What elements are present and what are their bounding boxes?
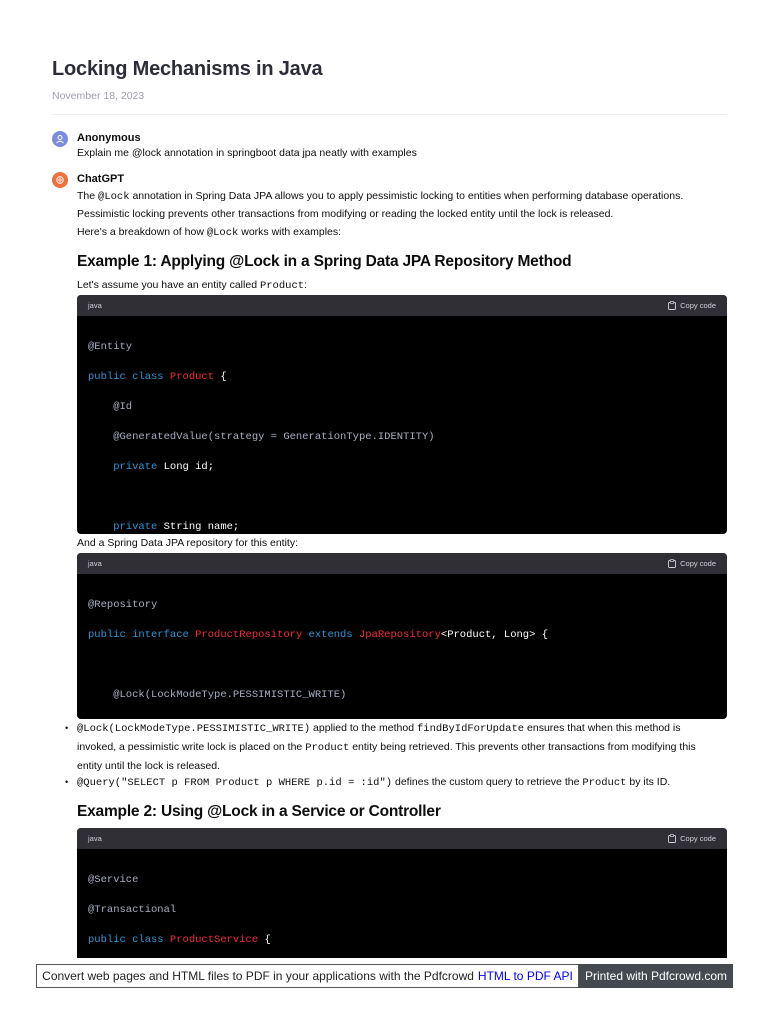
code-line: public class Product {: [88, 371, 227, 383]
page-date: November 18, 2023: [52, 90, 145, 102]
assistant-intro-line-3: Here's a breakdown of how @Lock works with examples:: [77, 226, 342, 239]
clipboard-icon: [668, 559, 676, 568]
example2-heading: Example 2: Using @Lock in a Service or Controller: [77, 803, 441, 820]
code-block-header: [77, 295, 727, 316]
user-avatar-icon: [52, 131, 68, 147]
example1-heading: Example 1: Applying @Lock in a Spring Data JPA Repository Method: [77, 253, 572, 270]
copy-code-button[interactable]: Copy code: [668, 301, 716, 310]
code-line: public interface ProductRepository extends JpaRepository<Product, Long> {: [88, 629, 549, 641]
pdfcrowd-footer: [36, 964, 733, 988]
code-line: private Long id;: [88, 461, 215, 473]
code-block-entity: [77, 295, 727, 534]
example1-text: Let's assume you have an entity called Product:: [77, 279, 307, 292]
html-to-pdf-api-link[interactable]: HTML to PDF API: [477, 969, 573, 983]
footer-banner: Convert web pages and HTML files to PDF in your applications with the Pdfcrowd HTML to PDF API: [36, 964, 579, 988]
chatgpt-logo-icon: [52, 172, 68, 188]
code-line: [88, 656, 716, 674]
page-title: Locking Mechanisms in Java: [52, 58, 323, 80]
code-content: [77, 574, 727, 719]
user-message-header: [52, 131, 68, 147]
code-line: private String name;: [88, 521, 240, 533]
printed-with-badge[interactable]: Printed with Pdfcrowd.com: [579, 964, 733, 988]
code-line: @Service: [88, 874, 139, 886]
user-message-text: Explain me @lock annotation in springboot data jpa neatly with examples: [77, 147, 417, 159]
code-block-repository: [77, 553, 727, 719]
bullet-query-explanation: • @Query("SELECT p FROM Product p WHERE p.id = :id") defines the custom query to retrieve the Product by its ID.: [77, 773, 727, 792]
code-line: @Entity: [88, 341, 133, 353]
repository-text: And a Spring Data JPA repository for this entity:: [77, 537, 298, 549]
code-block-header: [77, 553, 727, 574]
code-line: @Transactional: [88, 904, 177, 916]
assistant-message-header: [52, 172, 68, 188]
code-line: [88, 488, 716, 506]
code-language-label: java: [88, 559, 102, 568]
assistant-intro-line-1: The @Lock annotation in Spring Data JPA allows you to apply pessimistic locking to entities when performing database operations.: [77, 190, 684, 203]
code-line: public class ProductService {: [88, 934, 271, 946]
assistant-author: ChatGPT: [77, 173, 125, 185]
user-author: Anonymous: [77, 132, 141, 144]
code-line: @GeneratedValue(strategy = GenerationType.IDENTITY): [88, 431, 435, 443]
header-divider: [52, 114, 727, 115]
code-line: @Repository: [88, 599, 158, 611]
clipboard-icon: [668, 301, 676, 310]
copy-code-button[interactable]: Copy code: [668, 834, 716, 843]
copy-code-button[interactable]: Copy code: [668, 559, 716, 568]
code-language-label: java: [88, 301, 102, 310]
code-content: [77, 316, 727, 534]
code-content: [77, 849, 727, 958]
code-block-header: [77, 828, 727, 849]
assistant-intro-line-2: Pessimistic locking prevents other transactions from modifying or reading the locked entity until the lock is released.: [77, 208, 614, 220]
conversation-page: [52, 0, 727, 1024]
code-block-service: [77, 828, 727, 958]
bullet-lock-explanation: • @Lock(LockModeType.PESSIMISTIC_WRITE) applied to the method findByIdForUpdate ensures that when this method is invoked, a pessimistic write lock is placed on the Product entity being retrieved. This prevents other transactions from modifying this entity until the lock is released.: [77, 719, 727, 775]
code-line: @Id: [88, 401, 133, 413]
code-language-label: java: [88, 834, 102, 843]
clipboard-icon: [668, 834, 676, 843]
code-line: @Lock(LockModeType.PESSIMISTIC_WRITE): [88, 689, 347, 701]
